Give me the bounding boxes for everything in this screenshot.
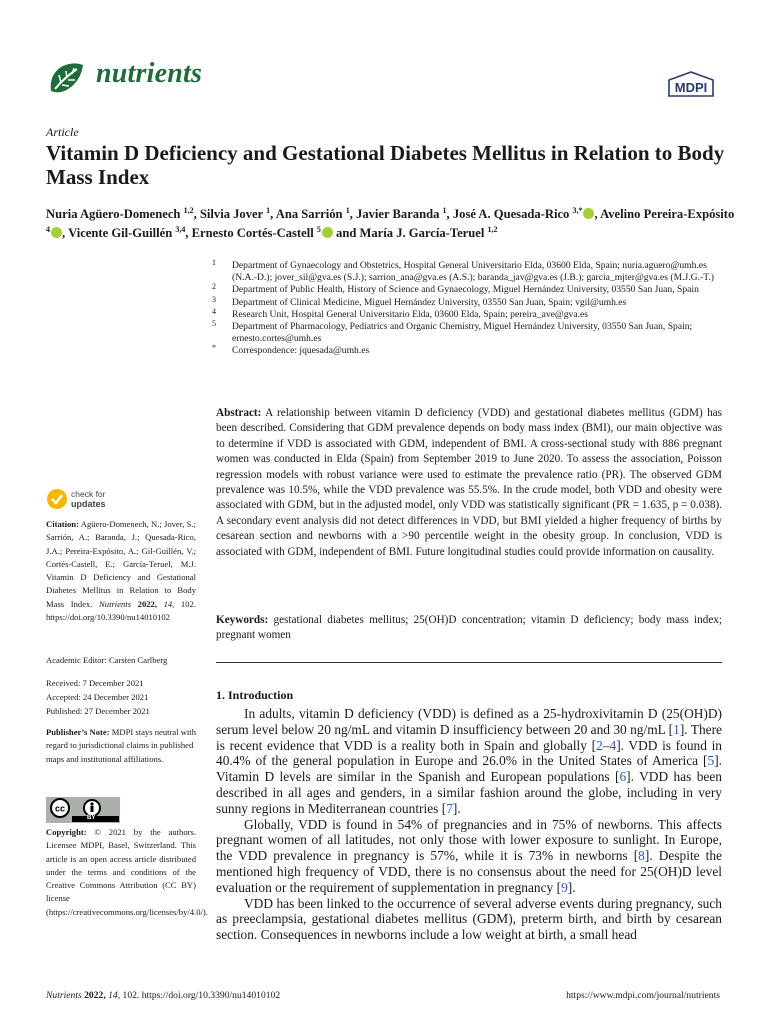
affiliation-text: Department of Public Health, History of Science and Gynaecology, Miguel Hernández University, 03550 San Juan, Spain [232,284,699,296]
citation-year: 2022, [137,598,157,609]
affiliation-number: 2 [212,282,216,292]
accepted-date: Accepted: 24 December 2021 [46,692,149,703]
article-title: Vitamin D Deficiency and Gestational Diabetes Mellitus in Relation to Body Mass Index [46,141,725,189]
footer-citation [46,990,280,1001]
nutrients-logo-icon [47,61,87,97]
reference-link[interactable]: 5 [707,753,715,769]
article-dates [46,676,150,719]
affiliation-text: Department of Pharmacology, Pediatrics and Organic Chemistry, Miguel Hernández University, 03550 San Juan, Spain; ernesto.cortes@umh.es [232,321,693,345]
abstract [216,406,722,560]
affiliation-item [212,321,732,345]
footer-volume: 14, [108,990,121,1001]
affiliation-number: 5 [212,319,216,329]
svg-text:cc: cc [54,803,66,814]
author-name: Nuria Agüero-Domenech [46,207,184,222]
affiliation-item [212,284,732,296]
author-affiliation-marker: 4 [46,225,50,235]
keywords-label: Keywords: [216,614,269,626]
copyright-label: Copyright: [46,827,87,837]
intro-paragraph-1: In adults, vitamin D deficiency (VDD) is defined as a 25-hydroxivitamin D (25(OH)D) serum level below 20 ng/mL and vitamin D insufficiency between 20 and 30 ng/mL [1]. There is recent evidence that VDD is a reality both in Spain and globally [2–4]. VDD is found in 40.4% of the general population in Europe and 26.0% in the United States of America [5]. Vitamin D levels are similar in the Spanish and European populations [6]. VDD has been described in all ages and genders, in a similar fashion around the globe, including in very sunny regions in Mediterranean countries [7]. [216,706,722,816]
author-affiliation-marker: 1,2 [487,225,498,235]
author-name: Ana Sarrión [275,207,346,222]
author-affiliation-marker: 1 [345,206,350,215]
affiliation-number: * [212,343,216,353]
orcid-icon[interactable] [322,227,333,238]
citation-journal: Nutrients [99,598,132,609]
author-affiliation-marker: 3,4 [175,225,186,235]
affiliation-number: 4 [212,306,216,316]
journal-name: nutrients [96,58,203,89]
cc-badge-label: BY [87,815,96,821]
copyright-text: © 2021 by the authors. Licensee MDPI, Basel, Switzerland. This article is an open access article distributed under the terms and conditions of the Creative Commons Attribution (CC BY) license (https://creativecommons.org/licenses/by/4.0/). [46,827,208,917]
keywords-text: gestational diabetes mellitus; 25(OH)D concentration; vitamin D deficiency; body mass index; pregnant women [216,614,723,642]
publisher-name: MDPI [674,80,708,95]
citation-text: Agüero-Domenech, N.; Jover, S.; Sarrión, A.; Baranda, J.; Quesada-Rico, J.A.; Pereira-Expósito, A.; Gil-Guillén, V.; Cortés-Castell, E.; García-Teruel, M.J. Vitamin D Deficiency and Gestational Diabetes Mellitus in Relation to Body Mass Index. [46,519,196,609]
academic-editor: Academic Editor: Carsten Carlberg [46,655,168,665]
affiliation-item [212,345,732,357]
affiliation-item [212,306,732,321]
author-affiliation-marker: 5 [316,225,321,235]
author-name: Vicente Gil-Guillén [68,226,176,241]
abstract-label: Abstract: [216,407,262,419]
footer-year: 2022, [84,990,106,1001]
publisher-note [46,726,196,766]
author-list: Nuria Agüero-Domenech $^{1,2}$, Silvia Jover $^1$, Ana Sarrión $^1$, Javier Baranda $^1$, José A. Quesada-Rico $^{3,*}$ , Avelino Pereira-Expósito $^4$ , Vicente Gil-Guillén $^{3,4}$, Ernesto Cortés-Castell $^5$ and María J. García-Teruel $^{1,2}$ [46,206,735,241]
check-updates-icon [46,488,68,510]
intro-paragraph-2: Globally, VDD is found in 54% of pregnancies and in 75% of newborns. This affects pregnant women of all latitudes, not only those with lower exposure to sunlight. In Europe, the VDD prevalence in pregnancy is 57%, while it is 73% in newborns [8]. Despite the mentioned high frequency of VDD, there is no consensus about the need for 25(OH)D level evaluation or the requirement of supplementation in pregnancy [9]. [216,816,722,895]
author-affiliation-marker: 1 [266,206,271,215]
footer-doi[interactable]: 102. https://doi.org/10.3390/nu14010102 [122,990,281,1001]
affiliation-text: Department of Clinical Medicine, Miguel Hernández University, 03550 San Juan, Spain; vgil@umh.es [232,296,627,308]
reference-link[interactable]: 4 [609,737,617,753]
citation-volume: 14, [163,598,175,609]
intro-paragraph-3: VDD has been linked to the occurrence of several adverse events during pregnancy, such as preeclampsia, gestational diabetes mellitus (GDM), preterm birth, and birth by cesarean section. Consequences in newborns include a low weight at birth, a small head [216,895,722,943]
reference-link[interactable]: 9 [561,879,568,895]
check-updates-line2: updates [71,499,106,509]
author-affiliation-marker: 3,* [572,206,583,215]
abstract-text: A relationship between vitamin D deficiency (VDD) and gestational diabetes mellitus (GDM) has been described. Considering that GDM prevalence depends on body mass index (BMI), our main objective was to determine if VDD is associated with GDM, independent of BMI. A cross-sectional study with 886 pregnant women was conducted in Elda (Spain) from September 2019 to June 2020. To assess the association, Poisson regression models with robust variance were used to estimate the prevalence ratio (PR). The observed GDM prevalence was 10.5%, while the VDD prevalence was 55.5%. In the crude model, both VDD and obesity were associated with GDM, but in the adjusted model, only VDD was statistically significant (PR = 1.635, p = 0.038). A secondary event analysis did not detect differences in VDD, but BMI yielded a higher frequency of births by cesarean section and newborns with a >90 percentile weight in the obesity group. In conclusion, VDD is associated with GDM, independent of BMI. Future longitudinal studies could provide information on causality. [216,407,722,558]
author-name: Javier Baranda [356,207,443,222]
author-name: María J. García-Teruel [359,226,488,241]
copyright-notice [46,826,208,919]
affiliation-text: Research Unit, Hospital General Universitario Elda, 03600 Elda, Spain; pereira_ave@gva.es [232,308,588,320]
affiliation-number: 1 [212,258,216,267]
reference-link[interactable]: 1 [673,721,680,737]
citation-doi[interactable]: 102. https://doi.org/10.3390/nu14010102 [46,598,196,623]
cc-by-license-badge[interactable] [46,797,120,823]
footer-journal-url[interactable]: https://www.mdpi.com/journal/nutrients [566,990,720,1001]
author-name: Ernesto Cortés-Castell [191,226,317,241]
author-affiliation-marker: 1,2 [183,206,194,215]
published-date: Published: 27 December 2021 [46,706,150,717]
received-date: Received: 7 December 2021 [46,678,144,688]
affiliation-item [212,260,732,284]
check-for-updates-badge[interactable] [46,488,156,514]
reference-link[interactable]: 6 [619,769,627,785]
author-name: José A. Quesada-Rico [452,207,573,222]
footer-journal: Nutrients [46,990,82,1001]
check-updates-line1: check for [71,489,106,499]
reference-link[interactable]: 2 [596,737,603,753]
keywords [216,613,722,644]
article-type: Article [46,125,79,139]
affiliation-text: Correspondence: jquesada@umh.es [232,345,370,357]
affiliation-number: 3 [212,294,216,304]
section-divider [216,662,722,663]
author-affiliation-marker: 1 [442,206,447,215]
publisher-note-text: MDPI stays neutral with regard to jurisdictional claims in published maps and institutional affiliations. [46,727,196,764]
orcid-icon[interactable] [51,227,62,238]
author-name: Avelino Pereira-Expósito [600,207,735,222]
author-name: Silvia Jover [199,207,267,222]
introduction-body [216,706,722,943]
publisher-logo [666,70,716,98]
affiliation-text: Department of Gynaecology and Obstetrics, Hospital General Universitario Elda, 03600 Elda, Spain; nuria.aguero@umh.es (N.A.-D.); jover_sil@gva.es (S.J.); sarrion_ana@gva.es (A.S.); baranda_jav@gva.es (J.B.); garcia_mjter@gva.es (M.J.G.-T.) [232,260,714,284]
citation-block [46,518,196,624]
publisher-note-label: Publisher’s Note: [46,727,110,737]
orcid-icon[interactable] [583,208,594,219]
section-heading: 1. Introduction [216,688,294,702]
reference-link[interactable]: 7 [446,800,453,816]
citation-label: Citation: [46,519,79,529]
reference-link[interactable]: 8 [638,848,645,864]
affiliation-item [212,294,732,309]
affiliations [212,260,732,358]
